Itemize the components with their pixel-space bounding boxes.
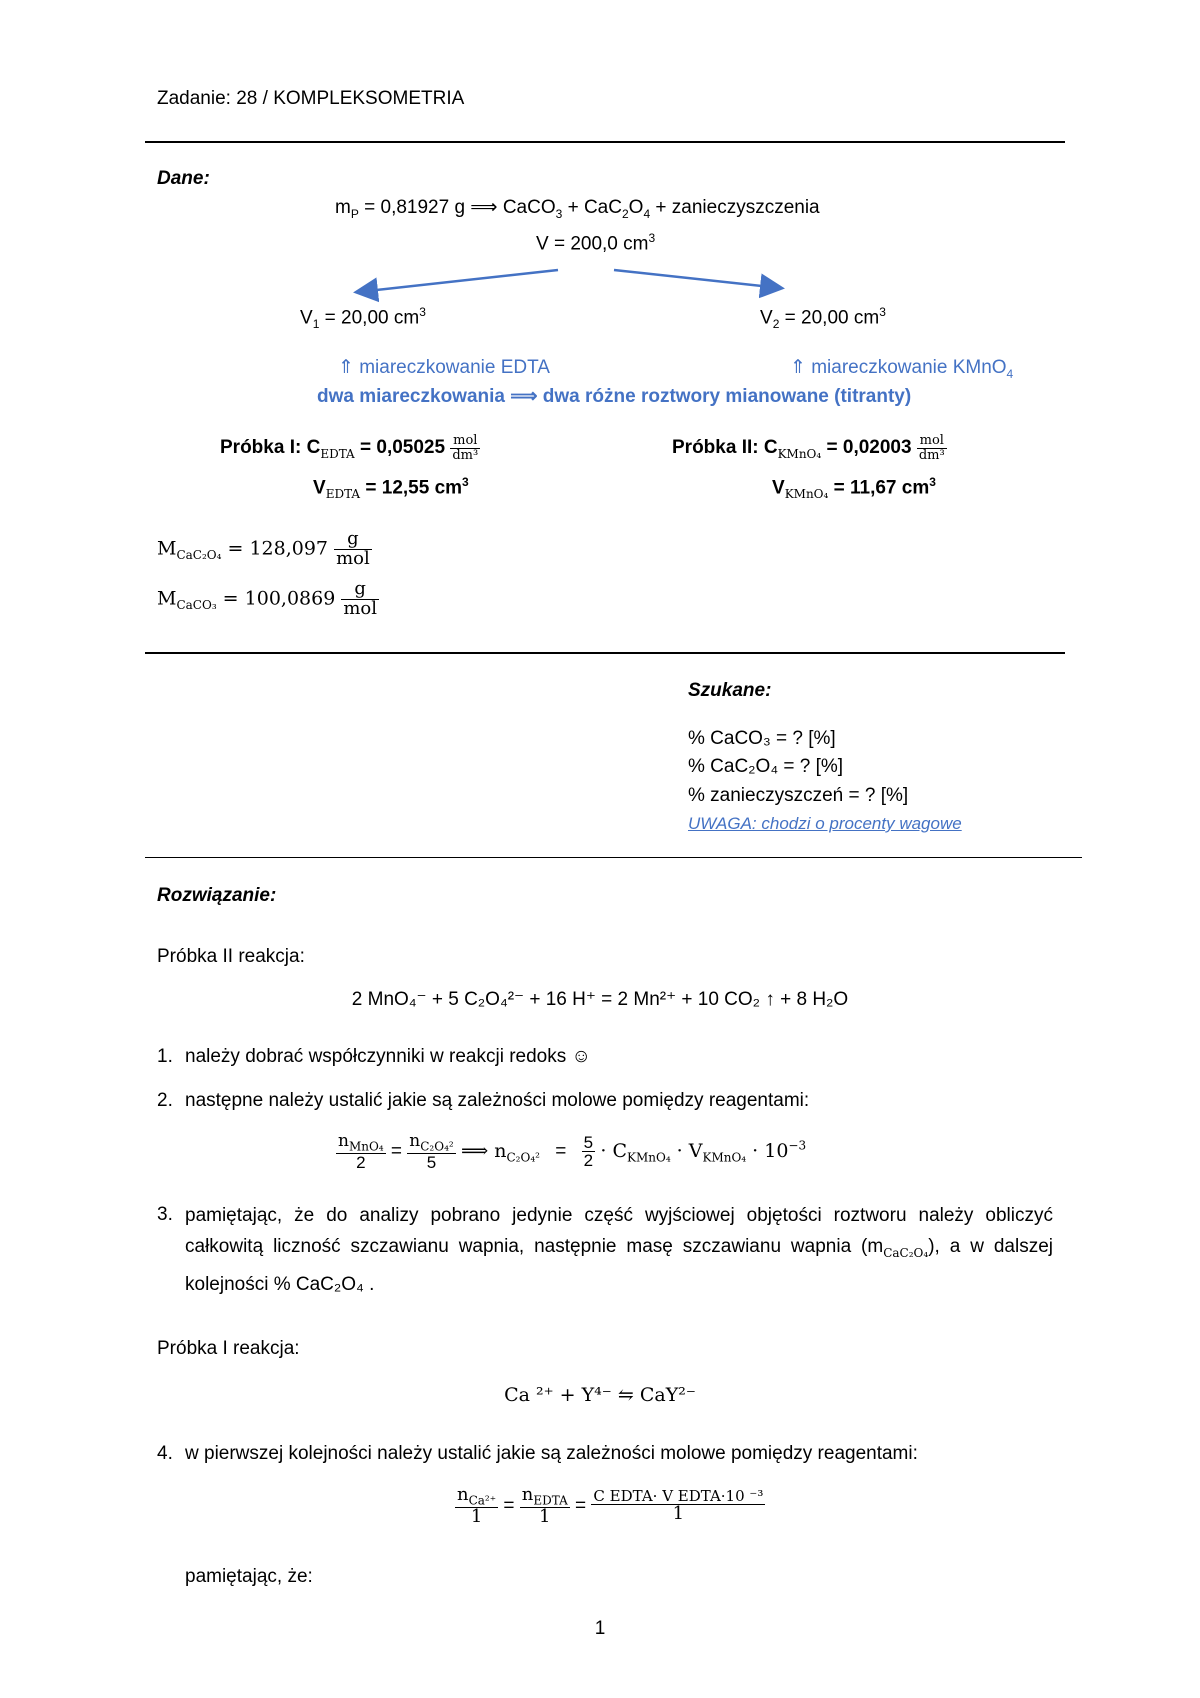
step3-number: 3. bbox=[157, 1204, 173, 1225]
page-number: 1 bbox=[594, 1618, 606, 1639]
probka1-reaction-title: Próbka I reakcja: bbox=[157, 1338, 300, 1359]
v1-value: $V_1 = 20,00$ $cm^3$ bbox=[300, 305, 426, 332]
rozwiazanie-label: Rozwiązanie: bbox=[157, 885, 277, 906]
reaction-complex: Ca ²⁺ + Y⁴⁻ ⇋ CaY²⁻ bbox=[504, 1384, 696, 1406]
dane-label: Dane: bbox=[157, 168, 210, 189]
szukane-divider bbox=[145, 857, 1082, 858]
titration-edta: ⇑ miareczkowanie EDTA bbox=[338, 357, 550, 378]
molar-relation-edta: $\frac{n_{Ca^{2+}}}{1}$ = $\frac{n_{EDTA}}{1}$ = $\frac{\text{C EDTA· V EDTA·10 ⁻³}}{1}$ bbox=[457, 1484, 764, 1528]
step1-text: należy dobrać współczynniki w reakcji redoks ☺ bbox=[185, 1046, 591, 1067]
dane-divider bbox=[145, 652, 1065, 654]
arrow-left bbox=[358, 270, 558, 292]
total-volume: V = 200,0 $cm^3$ bbox=[536, 231, 656, 255]
reaction-redox: 2 MnO₄⁻ + 5 C₂O₄²⁻ + 16 H⁺ = 2 Mn²⁺ + 10 CO₂ ↑ + 8 H₂O bbox=[351, 989, 849, 1010]
probka2-reaction-title: Próbka II reakcja: bbox=[157, 946, 305, 967]
step4-text: w pierwszej kolejności należy ustalić jakie są zależności molowe pomiędzy reagentami: bbox=[185, 1443, 918, 1464]
step1-number: 1. bbox=[157, 1046, 173, 1067]
two-titrations-note: dwa miareczkowania ⟹ dwa różne roztwory mianowane (titranty) bbox=[317, 386, 912, 407]
split-arrows bbox=[0, 0, 1200, 320]
probka2-volume: $V_{KMnO_4} = 11,67$ $cm^3$ bbox=[772, 475, 936, 502]
pamietajac-text: pamiętając, że: bbox=[185, 1566, 313, 1587]
step2-number: 2. bbox=[157, 1090, 173, 1111]
molar-relation-kmno4: $\frac{n_{MnO_4}}{2}$ = $\frac{n_{C_2O_4^2}}{5}$ ⟹ $n_{C_2O_4^2}$ = $\frac{5}{2}$ · $C_{KMnO_4} \cdot V_{KMnO_4} \cdot 10^{-3}$ bbox=[338, 1131, 807, 1172]
szukane-label: Szukane: bbox=[688, 680, 772, 701]
step4-number: 4. bbox=[157, 1443, 173, 1464]
probka1-concentration: Próbka I: $C_{EDTA} = 0,05025$ $\frac{\text{mol}}{\text{dm³}}$ bbox=[220, 433, 479, 463]
molar-mass-cac2o4: $M_{CaC_2O_4} = 128,097$ $\frac{g}{\text{mol}}$ bbox=[157, 528, 370, 569]
mass-line: $m_P = 0,81927$ g ⟹ CaCO$_3$ + $CaC_2O_4$ + zanieczyszczenia bbox=[335, 197, 820, 221]
step2-text: następne należy ustalić jakie są zależności molowe pomiędzy reagentami: bbox=[185, 1090, 810, 1111]
probka1-volume: $V_{EDTA} = 12,55$ $cm^3$ bbox=[313, 475, 469, 502]
arrow-right bbox=[614, 270, 780, 288]
szukane-zanieczyszczenia: % zanieczyszczeń = ? [%] bbox=[688, 785, 909, 806]
szukane-cac2o4: % CaC₂O₄ = ? [%] bbox=[688, 756, 844, 777]
titration-kmno4: ⇑ miareczkowanie KMnO$_4$ bbox=[790, 357, 1014, 381]
v2-value: $V_2 = 20,00$ $cm^3$ bbox=[760, 305, 886, 332]
molar-mass-caco3: $M_{CaCO_3} = 100,0869$ $\frac{g}{\text{mol}}$ bbox=[157, 578, 378, 619]
probka2-concentration: Próbka II: $C_{KMnO_4} = 0,02003$ $\frac{\text{mol}}{\text{dm³}}$ bbox=[672, 433, 945, 463]
uwaga-note: UWAGA: chodzi o procenty wagowe bbox=[688, 814, 962, 833]
step3-text: pamiętając, że do analizy pobrano jedynie część wyjściowej objętości roztworu należy obliczyć całkowitą liczność szczawianu wapnia, następnie masę szczawianu wapnia $(m_{CaC_2O_4})$, a w dalszej kolejności % CaC₂O₄ . bbox=[185, 1205, 1053, 1295]
page-title: Zadanie: 28 / KOMPLEKSOMETRIA bbox=[157, 88, 465, 109]
szukane-caco3: % CaCO₃ = ? [%] bbox=[688, 728, 836, 749]
